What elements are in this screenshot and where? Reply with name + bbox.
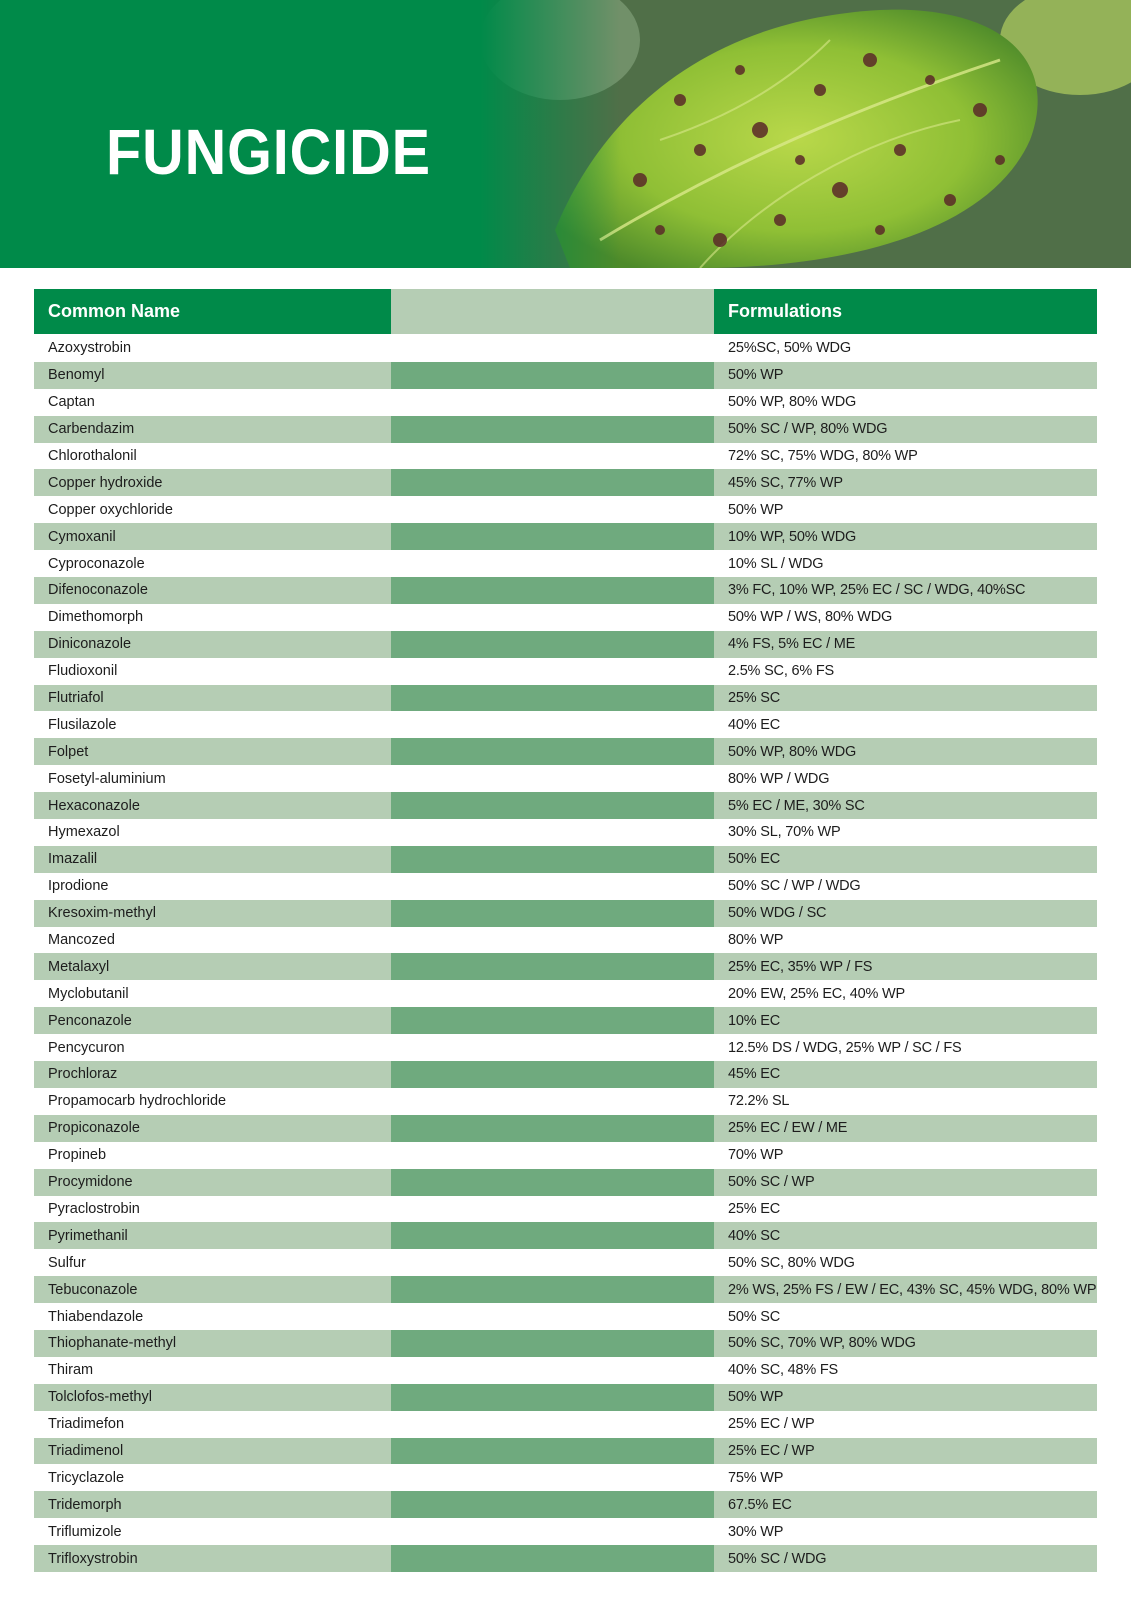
table-row xyxy=(34,604,1097,631)
table-row xyxy=(34,900,1097,927)
table-row xyxy=(34,389,1097,416)
cell-formulations: 70% WP xyxy=(728,1147,784,1164)
cell-spacer xyxy=(391,550,714,577)
page-title: FUNGICIDE xyxy=(106,116,431,188)
table-body xyxy=(34,335,1097,1572)
cell-spacer xyxy=(391,792,714,819)
table-row xyxy=(34,1196,1097,1223)
cell-spacer xyxy=(391,1007,714,1034)
cell-spacer xyxy=(391,765,714,792)
cell-formulations: 10% EC xyxy=(728,1012,780,1029)
cell-spacer xyxy=(391,1330,714,1357)
table-row xyxy=(34,1545,1097,1572)
cell-common-name: Triadimefon xyxy=(48,1416,125,1433)
cell-spacer xyxy=(391,953,714,980)
cell-common-name: Tridemorph xyxy=(48,1496,122,1513)
cell-common-name: Chlorothalonil xyxy=(48,448,137,464)
cell-common-name: Trifloxystrobin xyxy=(48,1550,138,1567)
cell-common-name: Tolclofos-methyl xyxy=(48,1389,152,1406)
table-row xyxy=(34,523,1097,550)
cell-common-name: Procymidone xyxy=(48,1174,133,1191)
cell-spacer xyxy=(391,1196,714,1223)
cell-common-name: Prochloraz xyxy=(48,1066,118,1083)
cell-spacer xyxy=(391,685,714,712)
cell-spacer xyxy=(391,711,714,738)
cell-spacer xyxy=(391,1384,714,1411)
cell-common-name: Fosetyl-aluminium xyxy=(48,770,166,787)
table-row xyxy=(34,953,1097,980)
cell-common-name: Pencycuron xyxy=(48,1039,125,1056)
table-row xyxy=(34,1061,1097,1088)
table-row xyxy=(34,1518,1097,1545)
cell-common-name: Flusilazole xyxy=(48,716,117,733)
cell-common-name: Imazalil xyxy=(48,851,98,868)
cell-formulations: 50% WP xyxy=(728,1389,784,1406)
cell-formulations: 50% WP, 80% WDG xyxy=(728,743,857,760)
table-row xyxy=(34,362,1097,389)
cell-spacer xyxy=(391,1169,714,1196)
cell-formulations: 4% FS, 5% EC / ME xyxy=(728,636,856,653)
cell-common-name: Propineb xyxy=(48,1147,107,1164)
cell-formulations: 45% EC xyxy=(728,1066,780,1083)
cell-formulations: 50% SC / WP, 80% WDG xyxy=(728,421,888,438)
cell-spacer xyxy=(391,1357,714,1384)
column-header-spacer xyxy=(391,289,714,334)
cell-spacer xyxy=(391,416,714,443)
cell-formulations: 2.5% SC, 6% FS xyxy=(728,663,834,680)
table-row xyxy=(34,1276,1097,1303)
cell-common-name: Pyraclostrobin xyxy=(48,1200,140,1217)
table-row xyxy=(34,927,1097,954)
table-row xyxy=(34,765,1097,792)
cell-formulations: 50% WDG / SC xyxy=(728,905,827,922)
cell-spacer xyxy=(391,1034,714,1061)
cell-formulations: 50% WP xyxy=(728,501,784,518)
cell-common-name: Copper hydroxide xyxy=(48,474,163,491)
cell-formulations: 30% SL, 70% WP xyxy=(728,824,841,841)
table-row xyxy=(34,1384,1097,1411)
cell-common-name: Dimethomorph xyxy=(48,609,144,626)
cell-spacer xyxy=(391,1438,714,1465)
table-row xyxy=(34,443,1097,470)
cell-formulations: 80% WP / WDG xyxy=(728,770,830,787)
cell-spacer xyxy=(391,980,714,1007)
cell-formulations: 25%SC, 50% WDG xyxy=(728,340,851,357)
table-row xyxy=(34,738,1097,765)
cell-spacer xyxy=(391,362,714,389)
cell-formulations: 5% EC / ME, 30% SC xyxy=(728,797,865,814)
cell-formulations: 75% WP xyxy=(728,1469,784,1486)
cell-common-name: Cyproconazole xyxy=(48,555,145,572)
header-banner xyxy=(0,0,1131,268)
cell-common-name: Mancozed xyxy=(48,932,115,949)
cell-spacer xyxy=(391,1464,714,1491)
cell-common-name: Metalaxyl xyxy=(48,958,110,975)
table-row xyxy=(34,1357,1097,1384)
cell-formulations: 50% SC, 80% WDG xyxy=(728,1254,855,1271)
cell-formulations: 25% EC, 35% WP / FS xyxy=(728,958,873,975)
cell-common-name: Propamocarb hydrochloride xyxy=(48,1093,227,1110)
cell-common-name: Tebuconazole xyxy=(48,1281,138,1298)
cell-formulations: 50% SC xyxy=(728,1308,780,1325)
table-row xyxy=(34,577,1097,604)
cell-formulations: 10% SL / WDG xyxy=(728,555,824,572)
cell-formulations: 40% EC xyxy=(728,716,780,733)
cell-spacer xyxy=(391,658,714,685)
cell-formulations: 50% SC / WP / WDG xyxy=(728,878,861,895)
cell-common-name: Hymexazol xyxy=(48,824,120,841)
cell-spacer xyxy=(391,1491,714,1518)
cell-spacer xyxy=(391,819,714,846)
table-row xyxy=(34,1034,1097,1061)
cell-common-name: Copper oxychloride xyxy=(48,501,173,518)
fungicide-table xyxy=(34,289,1097,1572)
cell-spacer xyxy=(391,631,714,658)
cell-common-name: Penconazole xyxy=(48,1012,132,1029)
cell-spacer xyxy=(391,927,714,954)
table-header xyxy=(34,289,1097,334)
cell-formulations: 10% WP, 50% WDG xyxy=(728,528,857,545)
cell-spacer xyxy=(391,1222,714,1249)
cell-common-name: Thiram xyxy=(48,1362,94,1379)
cell-common-name: Difenoconazole xyxy=(48,582,148,599)
cell-formulations: 50% WP / WS, 80% WDG xyxy=(728,609,893,626)
cell-spacer xyxy=(391,604,714,631)
table-row xyxy=(34,1491,1097,1518)
cell-spacer xyxy=(391,1303,714,1330)
cell-formulations: 80% WP xyxy=(728,932,784,949)
cell-formulations: 20% EW, 25% EC, 40% WP xyxy=(728,985,905,1002)
table-row xyxy=(34,1169,1097,1196)
cell-spacer xyxy=(391,900,714,927)
table-row xyxy=(34,792,1097,819)
cell-common-name: Iprodione xyxy=(48,878,109,895)
table-row xyxy=(34,1438,1097,1465)
cell-common-name: Kresoxim-methyl xyxy=(48,905,156,922)
cell-spacer xyxy=(391,335,714,362)
cell-common-name: Flutriafol xyxy=(48,690,104,707)
column-header-common-name: Common Name xyxy=(34,289,391,334)
cell-formulations: 2% WS, 25% FS / EW / EC, 43% SC, 45% WDG, 80% WP xyxy=(728,1281,1097,1298)
table-row xyxy=(34,1330,1097,1357)
cell-spacer xyxy=(391,873,714,900)
cell-formulations: 72% SC, 75% WDG, 80% WP xyxy=(728,448,918,464)
cell-formulations: 30% WP xyxy=(728,1523,784,1540)
cell-spacer xyxy=(391,523,714,550)
cell-common-name: Carbendazim xyxy=(48,421,135,438)
cell-common-name: Captan xyxy=(48,394,95,411)
table-row xyxy=(34,335,1097,362)
cell-spacer xyxy=(391,443,714,470)
cell-formulations: 40% SC xyxy=(728,1227,780,1244)
cell-spacer xyxy=(391,1142,714,1169)
table-row xyxy=(34,1411,1097,1438)
cell-spacer xyxy=(391,496,714,523)
cell-formulations: 45% SC, 77% WP xyxy=(728,474,843,491)
cell-spacer xyxy=(391,1411,714,1438)
cell-common-name: Diniconazole xyxy=(48,636,132,653)
cell-common-name: Cymoxanil xyxy=(48,528,116,545)
column-header-formulations: Formulations xyxy=(714,289,1097,334)
cell-spacer xyxy=(391,1249,714,1276)
table-row xyxy=(34,416,1097,443)
cell-formulations: 25% EC xyxy=(728,1200,780,1217)
cell-spacer xyxy=(391,469,714,496)
table-row xyxy=(34,846,1097,873)
cell-common-name: Tricyclazole xyxy=(48,1469,125,1486)
cell-spacer xyxy=(391,1276,714,1303)
table-row xyxy=(34,685,1097,712)
cell-common-name: Benomyl xyxy=(48,367,105,384)
cell-spacer xyxy=(391,389,714,416)
cell-spacer xyxy=(391,846,714,873)
cell-spacer xyxy=(391,1518,714,1545)
cell-common-name: Triflumizole xyxy=(48,1523,122,1540)
cell-spacer xyxy=(391,738,714,765)
cell-common-name: Propiconazole xyxy=(48,1120,140,1137)
cell-formulations: 12.5% DS / WDG, 25% WP / SC / FS xyxy=(728,1039,962,1056)
table-row xyxy=(34,550,1097,577)
cell-formulations: 3% FC, 10% WP, 25% EC / SC / WDG, 40%SC xyxy=(728,582,1026,599)
cell-formulations: 50% SC, 70% WP, 80% WDG xyxy=(728,1335,916,1352)
cell-common-name: Folpet xyxy=(48,743,89,760)
cell-formulations: 25% EC / EW / ME xyxy=(728,1120,848,1137)
table-row xyxy=(34,1088,1097,1115)
table-row xyxy=(34,1222,1097,1249)
table-row xyxy=(34,1303,1097,1330)
table-row xyxy=(34,1142,1097,1169)
table-row xyxy=(34,496,1097,523)
table-row xyxy=(34,1464,1097,1491)
cell-common-name: Thiabendazole xyxy=(48,1308,144,1325)
cell-common-name: Sulfur xyxy=(48,1254,86,1271)
cell-spacer xyxy=(391,577,714,604)
table-row xyxy=(34,631,1097,658)
table-row xyxy=(34,819,1097,846)
cell-formulations: 50% WP, 80% WDG xyxy=(728,394,857,411)
cell-formulations: 67.5% EC xyxy=(728,1496,792,1513)
cell-formulations: 50% SC / WP xyxy=(728,1174,815,1191)
cell-spacer xyxy=(391,1061,714,1088)
cell-formulations: 50% WP xyxy=(728,367,784,384)
cell-formulations: 25% SC xyxy=(728,690,780,707)
cell-formulations: 40% SC, 48% FS xyxy=(728,1362,839,1379)
cell-formulations: 50% SC / WDG xyxy=(728,1550,827,1567)
table-row xyxy=(34,1115,1097,1142)
cell-common-name: Hexaconazole xyxy=(48,797,140,814)
cell-spacer xyxy=(391,1545,714,1572)
table-row xyxy=(34,469,1097,496)
cell-common-name: Thiophanate-methyl xyxy=(48,1335,177,1352)
cell-common-name: Myclobutanil xyxy=(48,985,129,1002)
cell-formulations: 25% EC / WP xyxy=(728,1416,815,1433)
cell-common-name: Pyrimethanil xyxy=(48,1227,128,1244)
table-row xyxy=(34,1249,1097,1276)
cell-formulations: 50% EC xyxy=(728,851,780,868)
cell-spacer xyxy=(391,1088,714,1115)
cell-spacer xyxy=(391,1115,714,1142)
table-row xyxy=(34,658,1097,685)
cell-common-name: Triadimenol xyxy=(48,1442,124,1459)
table-row xyxy=(34,980,1097,1007)
table-row xyxy=(34,1007,1097,1034)
table-row xyxy=(34,711,1097,738)
table-row xyxy=(34,873,1097,900)
cell-formulations: 25% EC / WP xyxy=(728,1442,815,1459)
cell-formulations: 72.2% SL xyxy=(728,1093,790,1110)
cell-common-name: Azoxystrobin xyxy=(48,340,132,357)
cell-common-name: Fludioxonil xyxy=(48,663,118,680)
